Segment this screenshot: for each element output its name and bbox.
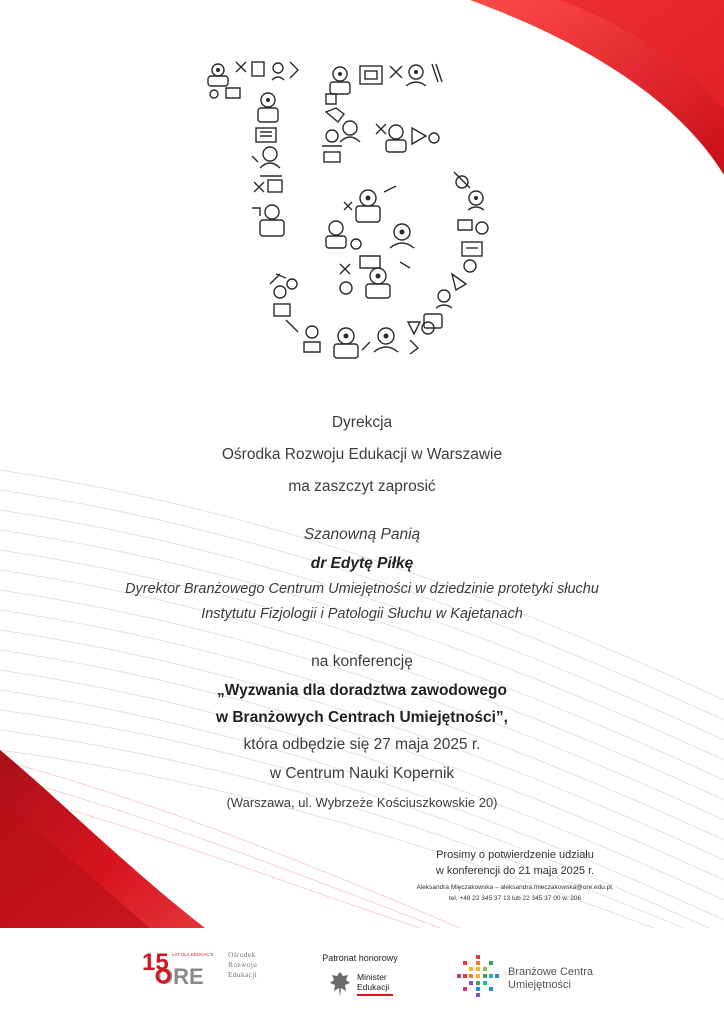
event-address: (Warszawa, ul. Wybrzeże Kościuszkowskie 20) [226, 795, 498, 810]
ore-name-block [228, 950, 257, 980]
patronage-title: Patronat honorowy [322, 953, 398, 963]
recipient-position-line1: Dyrektor Branżowego Centrum Umiejętności w dziedzinie protetyki słuchu [125, 581, 599, 597]
event-intro: na konferencję [311, 653, 413, 670]
bcu-name-line2: Umiejętności [508, 979, 571, 991]
minister-red-underline [357, 994, 393, 996]
bcu-name-block [508, 966, 593, 992]
header-line-directorate: Dyrekcja [331, 414, 393, 431]
anniversary-15-icons-graphic [200, 52, 520, 372]
header-line-institution: Ośrodka Rozwoju Edukacji w Warszawie [221, 446, 503, 463]
event-title-line2: w Branżowych Centrach Umiejętności”, [216, 709, 508, 726]
ore-logo-tagline: LAT DLA EDUKACJI [172, 952, 214, 957]
minister-line2: Edukacji [357, 982, 390, 992]
digit-five-icons [270, 64, 488, 358]
header-line-invitation: ma zaszczyt zaprosić [288, 478, 436, 495]
recipient-salutation: Szanowną Panią [303, 526, 421, 543]
bcu-star-logo-icon [455, 953, 501, 999]
minister-line1: Minister [357, 972, 387, 982]
rsvp-line2: w konferencji do 21 maja 2025 r. [435, 865, 595, 877]
recipient-position-line2: Instytutu Fizjologii i Patologii Słuchu w Kajetanach [201, 606, 523, 622]
rsvp-line1: Prosimy o potwierdzenie udziału [436, 849, 594, 861]
eagle-emblem-icon [328, 970, 352, 1000]
rsvp-contact-email: Aleksandra Mięczakowska – aleksandra.mieczakowska@ore.edu.pl, [416, 884, 614, 891]
digit-one-icons [208, 62, 298, 236]
ore-name-line1: Ośrodek [228, 950, 256, 959]
ore-name-line2: Rozwoju [228, 960, 258, 969]
rsvp-contact-phone: tel. +48 22 345 37 13 lub 22 345 37 00 w. 206 [448, 895, 582, 902]
event-date: która odbędzie się 27 maja 2025 r. [243, 736, 481, 753]
recipient-name: dr Edytę Piłkę [310, 555, 414, 572]
ore-name-line3: Edukacji [228, 970, 258, 979]
minister-logo-text [357, 972, 393, 996]
event-venue: w Centrum Nauki Kopernik [269, 765, 455, 782]
event-title-line1: „Wyzwania dla doradztwa zawodowego [217, 682, 507, 699]
ore-logo-acronym: ORE [156, 964, 204, 989]
ore-15-years-logo [142, 940, 226, 990]
ore-logo-number: 15 [142, 949, 169, 976]
bcu-name-line1: Branżowe Centra [508, 966, 593, 978]
